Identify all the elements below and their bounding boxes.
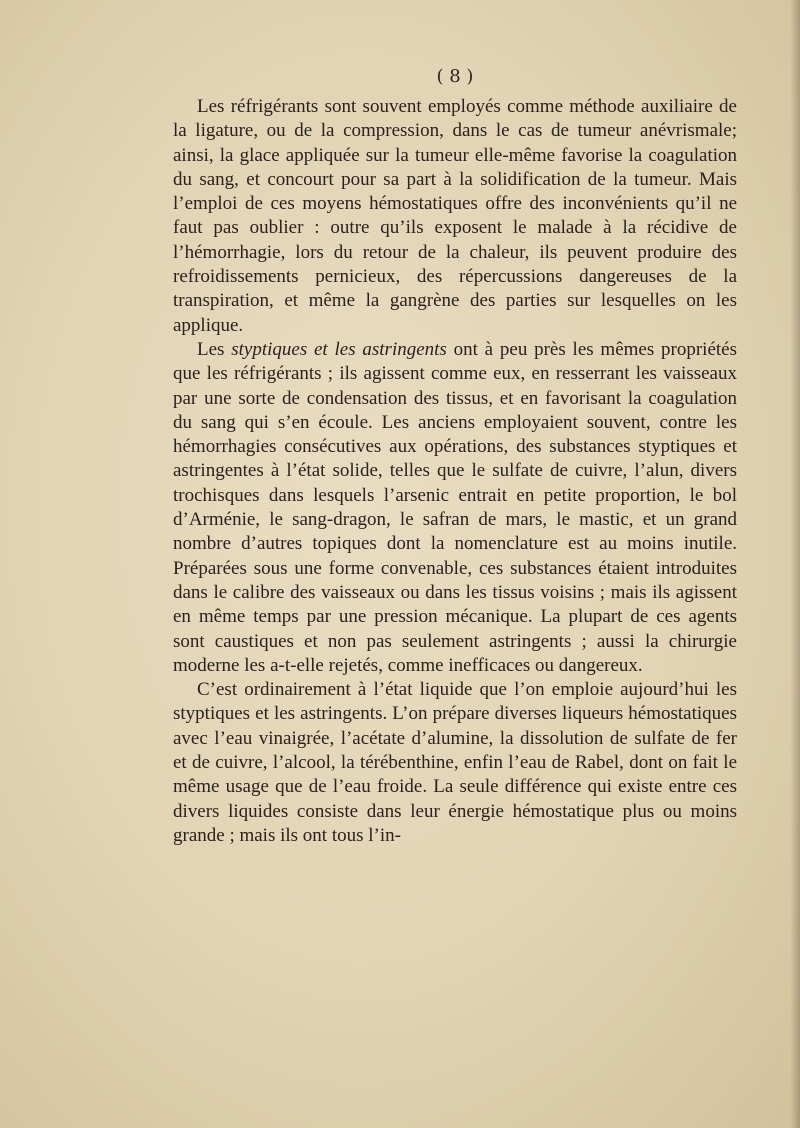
paragraph-text: C’est ordinairement à l’état liquide que l’on emploie aujourd’hui les styptiques et les astringents. L’on prépare diverses liqueurs hémostatiques avec l’eau vinaigrée, l’acétate d’alumine, la dissolution de sulfate de fer et de cuivre, l’alcool, la térébenthine, enfin l’eau de Rabel, dont on fait le même usage que de l’eau froide. La seule différence qui existe entre ces divers liquides consiste dans leur énergie hémostatique plus ou moins grande ; mais ils ont tous l’in- [173, 679, 737, 846]
paragraph-liquides [173, 678, 737, 848]
paragraph-styptiques [173, 338, 737, 678]
paragraph-text: Les réfrigérants sont souvent employés comme méthode auxiliaire de la ligature, ou de la compression, dans le cas de tumeur anévrismale; ainsi, la glace appliquée sur la tumeur elle-même favorise la coagulation du sang, et concourt pour sa part à la solidification de la tumeur. Mais l’emploi de ces moyens hémostatiques offre des inconvénients qu’il ne faut pas oublier : outre qu’ils exposent le malade à la récidive de l’hémorrhagie, lors du retour de la chaleur, ils peuvent produire des refroidissements pernicieux, des répercussions dangereuses de la transpiration, et même la gangrène des parties sur lesquelles on les applique. [173, 96, 737, 336]
page-number: ( 8 ) [436, 66, 474, 87]
italic-term: styptiques et les astringents [231, 338, 447, 360]
paragraph-text: Les [197, 338, 232, 360]
body-text [173, 95, 737, 848]
paragraph-refrigerants [173, 95, 737, 338]
paragraph-text: ont à peu près les mêmes propriétés que les réfrigérants ; ils agissent comme eux, en resserrant les vaisseaux par une sorte de condensation des tissus, et en favorisant la coagulation du sang qui s’en écoule. Les anciens employaient souvent, contre les hémorrhagies consécutives aux opérations, des substances styptiques et astringentes à l’état solide, telles que le sulfate de cuivre, l’alun, divers trochisques dans lesquels l’arsenic entrait en petite proportion, le bol d’Arménie, le sang-dragon, le safran de mars, le mastic, et un grand nombre d’autres topiques dont la nomenclature est au moins inutile. Préparées sous une forme convenable, ces substances étaient introduites dans le calibre des vaisseaux ou dans les tissus voisins ; mais ils agissent en même temps par une pression mécanique. La plupart de ces agents sont caustiques et non pas seulement astringents ; aussi la chirurgie moderne les a-t-elle rejetés, comme inefficaces ou dangereux. [173, 338, 737, 676]
